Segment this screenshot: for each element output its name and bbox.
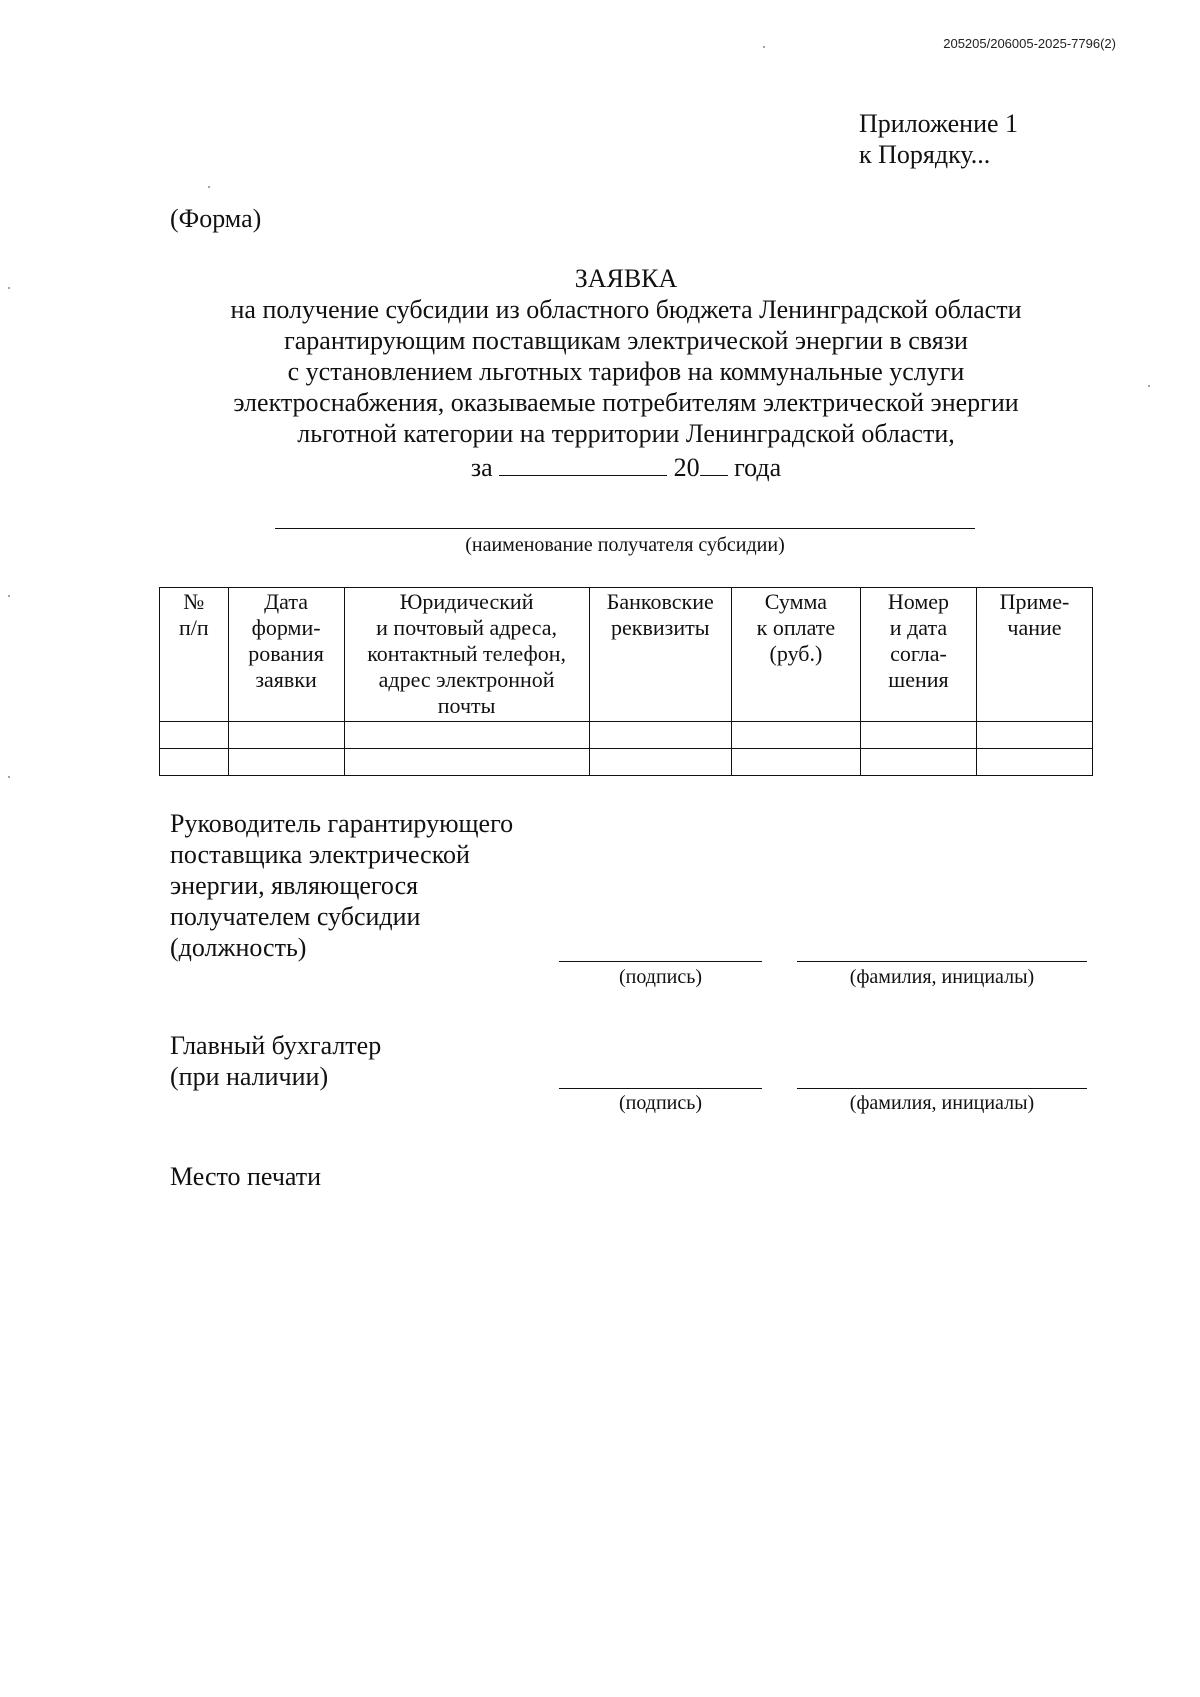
accountant-name-caption: (фамилия, инициалы) xyxy=(849,1092,1035,1114)
table-cell[interactable] xyxy=(860,722,976,749)
scan-speck xyxy=(8,287,10,289)
seal-placeholder: Место печати xyxy=(170,1162,322,1191)
column-header-number: № п/п xyxy=(160,588,229,722)
table-cell[interactable] xyxy=(160,749,229,776)
table-row xyxy=(160,749,1093,776)
annex-reference xyxy=(859,108,1018,170)
period-month-blank[interactable] xyxy=(499,451,667,476)
head-name-line[interactable] xyxy=(797,961,1087,962)
document-title-block xyxy=(120,263,1132,449)
table-cell[interactable] xyxy=(589,722,731,749)
table-cell[interactable] xyxy=(860,749,976,776)
annex-number: Приложение 1 xyxy=(859,109,1019,138)
table-cell[interactable] xyxy=(228,749,344,776)
scan-speck xyxy=(8,776,10,778)
document-title: ЗАЯВКА xyxy=(574,264,678,293)
scan-speck xyxy=(1148,385,1150,387)
column-header-note: Приме- чание xyxy=(976,588,1092,722)
accountant-signature-line[interactable] xyxy=(559,1088,762,1089)
subtitle-line: гарантирующим поставщикам электрической энергии в связи xyxy=(284,326,968,355)
period-year-prefix: 20 xyxy=(673,453,700,482)
table-header-row xyxy=(160,588,1093,722)
head-signature-line[interactable] xyxy=(559,961,762,962)
recipient-caption: (наименование получателя субсидии) xyxy=(465,534,785,556)
column-header-agreement: Номер и дата согла- шения xyxy=(860,588,976,722)
table-cell[interactable] xyxy=(344,749,589,776)
table-cell[interactable] xyxy=(976,749,1092,776)
column-header-amount: Сумма к оплате (руб.) xyxy=(731,588,860,722)
table-cell[interactable] xyxy=(160,722,229,749)
subtitle-line: с установлением льготных тарифов на коммунальные услуги xyxy=(287,357,965,386)
column-header-date: Дата форми- рования заявки xyxy=(228,588,344,722)
subtitle-line: электроснабжения, оказываемые потребителям электрической энергии xyxy=(233,388,1019,417)
table-cell[interactable] xyxy=(344,722,589,749)
subtitle-line: на получение субсидии из областного бюджета Ленинградской области xyxy=(230,295,1022,324)
column-header-address: Юридический и почтовый адреса, контактный телефон, адрес электронной почты xyxy=(344,588,589,722)
subtitle-line: льготной категории на территории Ленинградской области, xyxy=(297,419,955,448)
column-header-bank: Банковские реквизиты xyxy=(589,588,731,722)
table-cell[interactable] xyxy=(731,722,860,749)
scan-speck xyxy=(763,46,765,48)
document-code: 205205/206005-2025-7796(2) xyxy=(943,36,1116,51)
table-cell[interactable] xyxy=(228,722,344,749)
table-cell[interactable] xyxy=(731,749,860,776)
period-line xyxy=(120,451,1132,483)
table-cell[interactable] xyxy=(589,749,731,776)
annex-order-link: к Порядку... xyxy=(859,140,991,169)
period-suffix: года xyxy=(734,453,782,482)
period-prefix: за xyxy=(470,453,493,482)
period-year-blank[interactable] xyxy=(700,451,728,476)
scan-speck xyxy=(208,186,210,188)
accountant-name-line[interactable] xyxy=(797,1088,1087,1089)
recipient-name-line[interactable] xyxy=(275,528,975,529)
head-name-caption: (фамилия, инициалы) xyxy=(849,966,1035,988)
accountant-signature-caption: (подпись) xyxy=(618,1092,703,1114)
table-row xyxy=(160,722,1093,749)
head-signature-caption: (подпись) xyxy=(618,966,703,988)
application-table xyxy=(159,587,1093,776)
scan-speck xyxy=(8,595,10,597)
head-signer-title: Руководитель гарантирующего поставщика электрической энергии, являющегося получателем субсидии (должность) xyxy=(170,809,514,962)
accountant-title: Главный бухгалтер (при наличии) xyxy=(170,1031,382,1091)
form-label: (Форма) xyxy=(170,204,262,233)
table-cell[interactable] xyxy=(976,722,1092,749)
